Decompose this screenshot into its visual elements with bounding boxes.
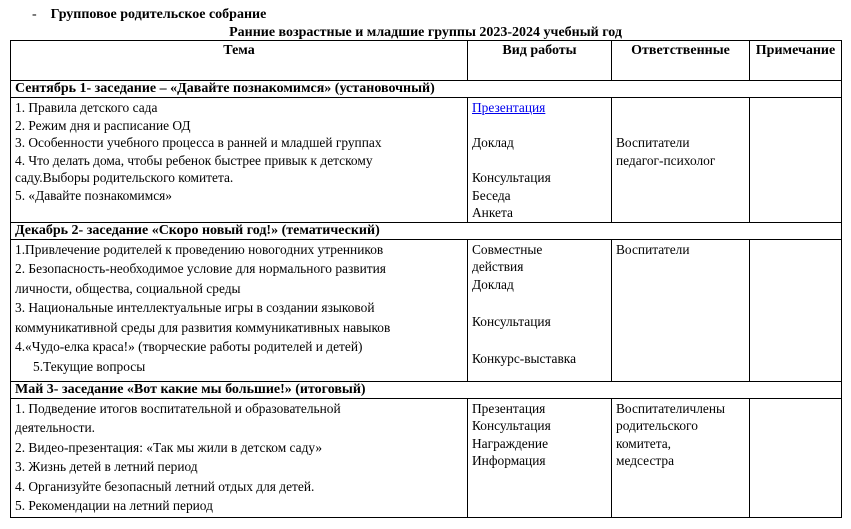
- responsible-line: Воспитатели: [616, 135, 690, 150]
- column-header-responsible: Ответственные: [612, 41, 750, 81]
- work-type-line: Презентация: [472, 400, 546, 416]
- topic-line: 4. Что делать дома, чтобы ребенок быстрее привык к детскому: [15, 152, 373, 168]
- work-type-line: Анкета: [472, 205, 513, 220]
- topic-line: 2. Безопасность-необходимое условие для нормального развития: [15, 261, 386, 276]
- section-row: [11, 222, 842, 239]
- notes-cell: [750, 239, 842, 381]
- topic-line: 3. Жизнь детей в летний период: [15, 459, 198, 474]
- topic-line: саду.Выборы родительского комитета.: [15, 170, 234, 185]
- responsible-cell: [612, 398, 750, 517]
- document-heading: [32, 7, 266, 23]
- table-row: [11, 239, 842, 381]
- column-header-topic: Тема: [11, 41, 468, 81]
- work-type-line: [472, 330, 607, 350]
- heading-text: Групповое родительское собрание: [50, 7, 267, 22]
- responsible-cell: [612, 98, 750, 223]
- responsible-line: педагог-психолог: [616, 152, 716, 168]
- responsible-cell: [612, 239, 750, 381]
- topic-line: 4.«Чудо-елка краса!» (творческие работы родителей и детей): [15, 339, 363, 354]
- topic-line: 1.Привлечение родителей к проведению новогодних утренников: [15, 241, 384, 257]
- topic-line: 1. Правила детского сада: [15, 100, 158, 115]
- topic-line: 5.Текущие вопросы: [33, 358, 146, 374]
- heading-bullet: -: [32, 7, 37, 22]
- section-title: Сентябрь 1- заседание – «Давайте познакомимся» (установочный): [11, 81, 842, 98]
- work-type-line: Конкурс-выставка: [472, 351, 577, 366]
- topic-line: 4. Организуйте безопасный летний отдых для детей.: [15, 478, 315, 494]
- notes-cell: [750, 398, 842, 517]
- work-type-line: действия: [472, 259, 524, 274]
- section-row: [11, 81, 842, 98]
- responsible-line: медсестра: [616, 453, 675, 468]
- section-title: Декабрь 2- заседание «Скоро новый год!» (тематический): [11, 222, 842, 239]
- topic-line: 3. Национальные интеллектуальные игры в создании языковой: [15, 300, 375, 315]
- work-type-cell: [468, 239, 612, 381]
- responsible-line: родительского: [616, 418, 698, 433]
- work-type-line: [472, 117, 607, 135]
- topic-line: 5. «Давайте познакомимся»: [15, 187, 172, 203]
- work-type-line: Доклад: [472, 276, 514, 292]
- work-type-line: Консультация: [472, 418, 551, 433]
- presentation-link[interactable]: Презентация: [472, 100, 546, 115]
- work-type-line: [472, 152, 607, 170]
- section-row: [11, 381, 842, 398]
- table-row: [11, 398, 842, 517]
- topic-line: личности, общества, социальной среды: [15, 280, 241, 296]
- work-type-line: Консультация: [472, 313, 551, 329]
- topic-line: 5. Рекомендации на летний период: [15, 498, 213, 513]
- meetings-table: [10, 40, 842, 518]
- table-row: [11, 98, 842, 223]
- work-type-line: Беседа: [472, 187, 511, 203]
- work-type-line: Информация: [472, 453, 546, 468]
- topic-cell: [11, 398, 468, 517]
- responsible-line: Воспитатели: [616, 241, 690, 257]
- topic-line: 3. Особенности учебного процесса в ранней и младшей группах: [15, 135, 382, 150]
- topic-line: деятельности.: [15, 420, 96, 435]
- column-header-work-type: Вид работы: [468, 41, 612, 81]
- work-type-line: Совместные: [472, 241, 543, 257]
- topic-cell: [11, 239, 468, 381]
- topic-line: 2. Видео-презентация: «Так мы жили в детском саду»: [15, 439, 323, 455]
- responsible-line: комитета,: [616, 435, 672, 451]
- work-type-line: Доклад: [472, 135, 514, 150]
- responsible-line: Воспитателичлены: [616, 400, 726, 416]
- column-header-notes: Примечание: [750, 41, 842, 81]
- topic-line: 2. Режим дня и расписание ОД: [15, 117, 191, 133]
- work-type-cell: [468, 98, 612, 223]
- work-type-line: [472, 293, 607, 311]
- section-title: Май 3- заседание «Вот какие мы большие!» (итоговый): [11, 381, 842, 398]
- work-type-cell: [468, 398, 612, 517]
- topic-cell: [11, 98, 468, 223]
- topic-line: коммуникативной среды для развития коммуникативных навыков: [15, 319, 391, 335]
- table-header-row: [11, 41, 842, 81]
- document-subtitle: Ранние возрастные и младшие группы 2023-2024 учебный год: [229, 25, 622, 40]
- work-type-line: Награждение: [472, 435, 549, 451]
- topic-line: 1. Подведение итогов воспитательной и образовательной: [15, 400, 341, 416]
- work-type-line: Консультация: [472, 170, 551, 185]
- notes-cell: [750, 98, 842, 223]
